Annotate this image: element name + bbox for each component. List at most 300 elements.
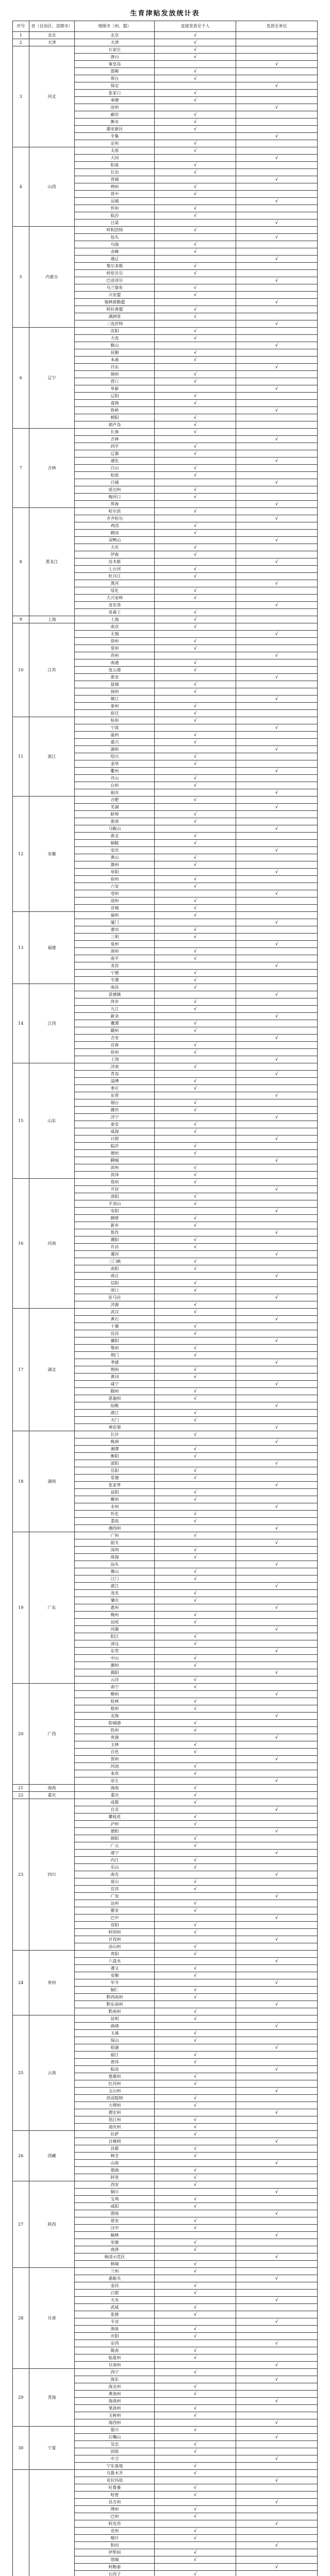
check-mark-icon: √ xyxy=(193,1086,197,1091)
city-name: 湖州 xyxy=(75,746,155,753)
direct-payment-cell xyxy=(155,2571,236,2576)
direct-payment-cell xyxy=(155,342,236,349)
unit-payment-cell xyxy=(236,1828,318,1835)
unit-payment-cell xyxy=(236,2181,318,2189)
unit-payment-cell xyxy=(236,897,318,905)
direct-payment-cell xyxy=(155,1063,236,1071)
direct-payment-cell xyxy=(155,2066,236,2073)
check-mark-icon: √ xyxy=(193,184,197,190)
unit-payment-cell xyxy=(236,2369,318,2376)
direct-payment-cell xyxy=(155,2369,236,2376)
unit-payment-cell xyxy=(236,955,318,962)
city-name: 清远 xyxy=(75,1640,155,1648)
check-mark-icon: √ xyxy=(275,963,278,969)
unit-payment-cell xyxy=(236,1186,318,1193)
city-name: 福州 xyxy=(75,912,155,919)
direct-payment-cell xyxy=(155,133,236,140)
direct-payment-cell xyxy=(155,1460,236,1467)
check-mark-icon: √ xyxy=(193,1800,197,1805)
unit-payment-cell xyxy=(236,1258,318,1265)
check-mark-icon: √ xyxy=(275,1273,278,1279)
unit-payment-cell xyxy=(236,1179,318,1186)
city-name: 黄南州 xyxy=(75,2391,155,2398)
direct-payment-cell xyxy=(155,1626,236,1633)
direct-payment-cell xyxy=(155,306,236,313)
province-name: 河北 xyxy=(29,46,75,147)
unit-payment-cell xyxy=(236,1821,318,1828)
unit-payment-cell xyxy=(236,2434,318,2441)
unit-payment-cell xyxy=(236,1489,318,1496)
check-mark-icon: √ xyxy=(193,523,197,529)
direct-payment-cell xyxy=(155,1749,236,1756)
direct-payment-cell xyxy=(155,1936,236,1943)
city-name: 吐鲁番 xyxy=(75,2484,155,2492)
direct-payment-cell xyxy=(155,789,236,796)
unit-payment-cell xyxy=(236,623,318,631)
check-mark-icon: √ xyxy=(193,2348,197,2353)
unit-payment-cell xyxy=(236,1410,318,1417)
direct-payment-cell xyxy=(155,934,236,941)
direct-payment-cell xyxy=(155,486,236,494)
direct-payment-cell xyxy=(155,1842,236,1850)
unit-payment-cell xyxy=(236,616,318,623)
direct-payment-cell xyxy=(155,1236,236,1244)
unit-payment-cell xyxy=(236,191,318,198)
city-name: 宁德 xyxy=(75,970,155,977)
direct-payment-cell xyxy=(155,1078,236,1085)
direct-payment-cell xyxy=(155,1475,236,1482)
check-mark-icon: √ xyxy=(193,1194,197,1199)
province-name: 重庆 xyxy=(29,1792,75,1799)
unit-payment-cell xyxy=(236,429,318,436)
city-name: 厦门 xyxy=(75,919,155,926)
city-name: 中卫 xyxy=(75,2455,155,2463)
row-number: 23 xyxy=(13,1799,29,1951)
check-mark-icon: √ xyxy=(193,1172,197,1178)
statistics-table xyxy=(12,21,318,2576)
city-name: 梧州 xyxy=(75,1705,155,1713)
header-direct-payment: 直接发放至个人 xyxy=(155,21,236,32)
city-name: 定西 xyxy=(75,2340,155,2347)
unit-payment-cell xyxy=(236,1107,318,1114)
row-number: 15 xyxy=(13,1063,29,1179)
unit-payment-cell xyxy=(236,861,318,869)
check-mark-icon: √ xyxy=(275,2276,278,2281)
check-mark-icon: √ xyxy=(275,1338,278,1344)
unit-payment-cell xyxy=(236,710,318,717)
unit-payment-cell xyxy=(236,2391,318,2398)
check-mark-icon: √ xyxy=(275,848,278,853)
city-name: 岳阳 xyxy=(75,1467,155,1475)
direct-payment-cell xyxy=(155,833,236,840)
direct-payment-cell xyxy=(155,1107,236,1114)
city-name: 杨凌示范区 xyxy=(75,2253,155,2261)
province-name: 海南 xyxy=(29,1785,75,1792)
check-mark-icon: √ xyxy=(275,198,278,204)
check-mark-icon: √ xyxy=(193,1165,197,1171)
city-name: 北京 xyxy=(75,32,155,39)
unit-payment-cell xyxy=(236,2477,318,2484)
city-name: 汕尾 xyxy=(75,1619,155,1626)
unit-payment-cell xyxy=(236,876,318,883)
check-mark-icon: √ xyxy=(193,2405,197,2411)
direct-payment-cell xyxy=(155,1662,236,1669)
unit-payment-cell xyxy=(236,1085,318,1092)
direct-payment-cell xyxy=(155,1374,236,1381)
check-mark-icon: √ xyxy=(275,2211,278,2216)
check-mark-icon: √ xyxy=(193,2016,197,2022)
check-mark-icon: √ xyxy=(193,328,197,334)
check-mark-icon: √ xyxy=(193,1259,197,1264)
check-mark-icon: √ xyxy=(193,566,197,572)
unit-payment-cell xyxy=(236,1878,318,1886)
check-mark-icon: √ xyxy=(275,1526,278,1531)
check-mark-icon: √ xyxy=(275,2362,278,2368)
direct-payment-cell xyxy=(155,140,236,147)
unit-payment-cell xyxy=(236,1749,318,1756)
check-mark-icon: √ xyxy=(275,1360,278,1365)
check-mark-icon: √ xyxy=(275,1504,278,1510)
check-mark-icon: √ xyxy=(275,2066,278,2072)
check-mark-icon: √ xyxy=(275,256,278,262)
check-mark-icon: √ xyxy=(193,2175,197,2180)
direct-payment-cell xyxy=(155,1150,236,1157)
check-mark-icon: √ xyxy=(193,1367,197,1372)
city-name: 鞍山 xyxy=(75,342,155,349)
check-mark-icon: √ xyxy=(275,1778,278,1784)
unit-payment-cell xyxy=(236,970,318,977)
direct-payment-cell xyxy=(155,2124,236,2131)
city-name: 省农垦 xyxy=(75,602,155,609)
table-row xyxy=(13,429,318,436)
city-name: 开封 xyxy=(75,1186,155,1193)
check-mark-icon: √ xyxy=(275,2254,278,2260)
city-name: 大兴安岭 xyxy=(75,595,155,602)
direct-payment-cell xyxy=(155,198,236,205)
direct-payment-cell xyxy=(155,248,236,256)
check-mark-icon: √ xyxy=(275,768,278,774)
unit-payment-cell xyxy=(236,2203,318,2210)
direct-payment-cell xyxy=(155,2203,236,2210)
city-name: 南京 xyxy=(75,623,155,631)
city-name: 鸡西 xyxy=(75,522,155,530)
check-mark-icon: √ xyxy=(193,1100,197,1106)
direct-payment-cell xyxy=(155,494,236,501)
check-mark-icon: √ xyxy=(275,1403,278,1409)
direct-payment-cell xyxy=(155,2455,236,2463)
check-mark-icon: √ xyxy=(193,884,197,889)
direct-payment-cell xyxy=(155,1799,236,1806)
unit-payment-cell xyxy=(236,1612,318,1619)
city-name: 张家界 xyxy=(75,1482,155,1489)
direct-payment-cell xyxy=(155,104,236,111)
city-name: 大同 xyxy=(75,155,155,162)
city-name: 东营 xyxy=(75,1092,155,1099)
city-name: 株洲 xyxy=(75,1438,155,1446)
direct-payment-cell xyxy=(155,2542,236,2549)
table-body xyxy=(13,32,318,2576)
check-mark-icon: √ xyxy=(193,292,197,298)
check-mark-icon: √ xyxy=(275,1691,278,1697)
city-name: 烟台 xyxy=(75,1099,155,1107)
city-name: 武威 xyxy=(75,2304,155,2311)
unit-payment-cell xyxy=(236,919,318,926)
check-mark-icon: √ xyxy=(193,335,197,341)
unit-payment-cell xyxy=(236,1503,318,1511)
city-name: 南昌 xyxy=(75,984,155,991)
direct-payment-cell xyxy=(155,1655,236,1662)
direct-payment-cell xyxy=(155,385,236,393)
direct-payment-cell xyxy=(155,1554,236,1561)
direct-payment-cell xyxy=(155,1337,236,1345)
check-mark-icon: √ xyxy=(193,999,197,1005)
city-name: 盘锦 xyxy=(75,400,155,407)
unit-payment-cell xyxy=(236,2217,318,2225)
city-name: 咸阳 xyxy=(75,2203,155,2210)
direct-payment-cell xyxy=(155,840,236,847)
city-name: 甘孜州 xyxy=(75,1936,155,1943)
check-mark-icon: √ xyxy=(193,1432,197,1437)
check-mark-icon: √ xyxy=(193,667,197,673)
direct-payment-cell xyxy=(155,1922,236,1929)
check-mark-icon: √ xyxy=(193,1576,197,1582)
direct-payment-cell xyxy=(155,681,236,688)
city-name: 青岛 xyxy=(75,1071,155,1078)
unit-payment-cell xyxy=(236,1006,318,1013)
check-mark-icon: √ xyxy=(275,2521,278,2527)
check-mark-icon: √ xyxy=(193,1417,197,1423)
check-mark-icon: √ xyxy=(193,2117,197,2123)
check-mark-icon: √ xyxy=(275,941,278,947)
check-mark-icon: √ xyxy=(193,1663,197,1668)
city-name: 盐城 xyxy=(75,681,155,688)
unit-payment-cell xyxy=(236,1539,318,1547)
city-name: 温州 xyxy=(75,732,155,739)
direct-payment-cell xyxy=(155,782,236,789)
unit-payment-cell xyxy=(236,1518,318,1525)
unit-payment-cell xyxy=(236,2275,318,2282)
unit-payment-cell xyxy=(236,2383,318,2391)
check-mark-icon: √ xyxy=(193,1764,197,1769)
check-mark-icon: √ xyxy=(193,1814,197,1820)
check-mark-icon: √ xyxy=(193,213,197,218)
check-mark-icon: √ xyxy=(193,451,197,456)
city-name: 玉林 xyxy=(75,1741,155,1749)
city-name: 金华 xyxy=(75,760,155,768)
unit-payment-cell xyxy=(236,1294,318,1301)
check-mark-icon: √ xyxy=(193,263,197,269)
row-number: 18 xyxy=(13,1431,29,1532)
city-name: 咸宁 xyxy=(75,1381,155,1388)
direct-payment-cell xyxy=(155,328,236,335)
check-mark-icon: √ xyxy=(275,1158,278,1163)
city-name: 六安 xyxy=(75,883,155,890)
city-name: 湛江 xyxy=(75,1583,155,1590)
city-name: 长春 xyxy=(75,429,155,436)
city-name: 满洲里 xyxy=(75,313,155,320)
unit-payment-cell xyxy=(236,126,318,133)
unit-payment-cell xyxy=(236,522,318,530)
city-name: 巴州 xyxy=(75,2513,155,2520)
unit-payment-cell xyxy=(236,905,318,912)
check-mark-icon: √ xyxy=(193,2449,197,2454)
city-name: 延边州 xyxy=(75,486,155,494)
check-mark-icon: √ xyxy=(275,1807,278,1812)
city-name: 荆门 xyxy=(75,1352,155,1359)
direct-payment-cell xyxy=(155,162,236,169)
direct-payment-cell xyxy=(155,580,236,587)
city-name: 黄石 xyxy=(75,1316,155,1323)
direct-payment-cell xyxy=(155,2052,236,2059)
city-name: 嘉峪关 xyxy=(75,2275,155,2282)
unit-payment-cell xyxy=(236,1215,318,1222)
unit-payment-cell xyxy=(236,1424,318,1431)
city-name: 珲春 xyxy=(75,501,155,508)
city-name: 固原 xyxy=(75,2448,155,2455)
unit-payment-cell xyxy=(236,1994,318,2001)
unit-payment-cell xyxy=(236,2023,318,2030)
unit-payment-cell xyxy=(236,1532,318,1539)
city-name: 宁波 xyxy=(75,724,155,732)
city-name: 海北州 xyxy=(75,2383,155,2391)
city-name: 随州 xyxy=(75,1388,155,1395)
unit-payment-cell xyxy=(236,2354,318,2362)
direct-payment-cell xyxy=(155,1417,236,1424)
unit-payment-cell xyxy=(236,854,318,861)
direct-payment-cell xyxy=(155,1900,236,1907)
city-name: 迪庆州 xyxy=(75,2124,155,2131)
unit-payment-cell xyxy=(236,1330,318,1337)
check-mark-icon: √ xyxy=(193,141,197,146)
check-mark-icon: √ xyxy=(193,487,197,493)
check-mark-icon: √ xyxy=(193,1886,197,1892)
check-mark-icon: √ xyxy=(193,573,197,579)
city-name: 榆林 xyxy=(75,2232,155,2239)
check-mark-icon: √ xyxy=(193,1078,197,1084)
direct-payment-cell xyxy=(155,1200,236,1208)
direct-payment-cell xyxy=(155,869,236,876)
city-name: 西安 xyxy=(75,2181,155,2189)
check-mark-icon: √ xyxy=(193,1453,197,1459)
unit-payment-cell xyxy=(236,1136,318,1143)
check-mark-icon: √ xyxy=(193,2283,197,2289)
direct-payment-cell xyxy=(155,2109,236,2116)
city-name: 周口 xyxy=(75,1287,155,1294)
direct-payment-cell xyxy=(155,652,236,659)
unit-payment-cell xyxy=(236,2167,318,2174)
direct-payment-cell xyxy=(155,284,236,292)
row-number: 25 xyxy=(13,2015,29,2131)
city-name: 日照 xyxy=(75,1136,155,1143)
unit-payment-cell xyxy=(236,1850,318,1857)
check-mark-icon: √ xyxy=(193,2182,197,2188)
province-name: 福建 xyxy=(29,912,75,984)
city-name: 吕梁 xyxy=(75,219,155,227)
header-province: 省（自治区、直辖市） xyxy=(29,21,75,32)
direct-payment-cell xyxy=(155,169,236,176)
check-mark-icon: √ xyxy=(193,1677,197,1683)
check-mark-icon: √ xyxy=(193,40,197,45)
unit-payment-cell xyxy=(236,2347,318,2354)
unit-payment-cell xyxy=(236,465,318,472)
unit-payment-cell xyxy=(236,2556,318,2564)
direct-payment-cell xyxy=(155,1251,236,1258)
check-mark-icon: √ xyxy=(275,1136,278,1142)
direct-payment-cell xyxy=(155,2073,236,2080)
direct-payment-cell xyxy=(155,1518,236,1525)
unit-payment-cell xyxy=(236,479,318,486)
city-name: 六盘水 xyxy=(75,1958,155,1965)
unit-payment-cell xyxy=(236,609,318,616)
direct-payment-cell xyxy=(155,1431,236,1438)
row-number xyxy=(13,2470,29,2576)
direct-payment-cell xyxy=(155,1864,236,1871)
unit-payment-cell xyxy=(236,1374,318,1381)
unit-payment-cell xyxy=(236,234,318,241)
unit-payment-cell xyxy=(236,2376,318,2383)
unit-payment-cell xyxy=(236,1568,318,1575)
direct-payment-cell xyxy=(155,1164,236,1172)
check-mark-icon: √ xyxy=(275,1648,278,1654)
check-mark-icon: √ xyxy=(193,47,197,53)
table-row xyxy=(13,1179,318,1186)
province-name: 贵州 xyxy=(29,1951,75,2015)
direct-payment-cell xyxy=(155,2412,236,2419)
unit-payment-cell xyxy=(236,1640,318,1648)
check-mark-icon: √ xyxy=(275,2456,278,2462)
check-mark-icon: √ xyxy=(193,710,197,716)
check-mark-icon: √ xyxy=(193,1987,197,1993)
direct-payment-cell xyxy=(155,2448,236,2455)
city-name: 巴中 xyxy=(75,1914,155,1922)
direct-payment-cell xyxy=(155,1056,236,1063)
direct-payment-cell xyxy=(155,1727,236,1734)
city-name: 石家庄 xyxy=(75,46,155,54)
city-name: 桂林 xyxy=(75,1698,155,1705)
city-name: 天水 xyxy=(75,2297,155,2304)
unit-payment-cell xyxy=(236,104,318,111)
check-mark-icon: √ xyxy=(275,364,278,370)
direct-payment-cell xyxy=(155,1280,236,1287)
check-mark-icon: √ xyxy=(275,2420,278,2426)
direct-payment-cell xyxy=(155,1258,236,1265)
city-name: 鄂州 xyxy=(75,1345,155,1352)
check-mark-icon: √ xyxy=(193,2312,197,2317)
direct-payment-cell xyxy=(155,515,236,522)
check-mark-icon: √ xyxy=(275,343,278,348)
check-mark-icon: √ xyxy=(193,2427,197,2433)
check-mark-icon: √ xyxy=(275,1958,278,1964)
city-name: 蚌埠 xyxy=(75,811,155,818)
direct-payment-cell xyxy=(155,429,236,436)
direct-payment-cell xyxy=(155,2153,236,2160)
check-mark-icon: √ xyxy=(193,2384,197,2389)
city-name: 衡阳 xyxy=(75,1453,155,1460)
check-mark-icon: √ xyxy=(275,1114,278,1120)
city-name: 邵阳 xyxy=(75,1460,155,1467)
header-city: 地级市（州、盟） xyxy=(75,21,155,32)
city-name: 黔南州 xyxy=(75,2008,155,2015)
direct-payment-cell xyxy=(155,1424,236,1431)
unit-payment-cell xyxy=(236,1482,318,1489)
city-name: 西宁 xyxy=(75,2369,155,2376)
city-name: 秦皇岛 xyxy=(75,61,155,68)
city-name: 抚州 xyxy=(75,1049,155,1056)
check-mark-icon: √ xyxy=(275,1626,278,1632)
unit-payment-cell xyxy=(236,977,318,984)
check-mark-icon: √ xyxy=(193,162,197,168)
check-mark-icon: √ xyxy=(275,386,278,392)
